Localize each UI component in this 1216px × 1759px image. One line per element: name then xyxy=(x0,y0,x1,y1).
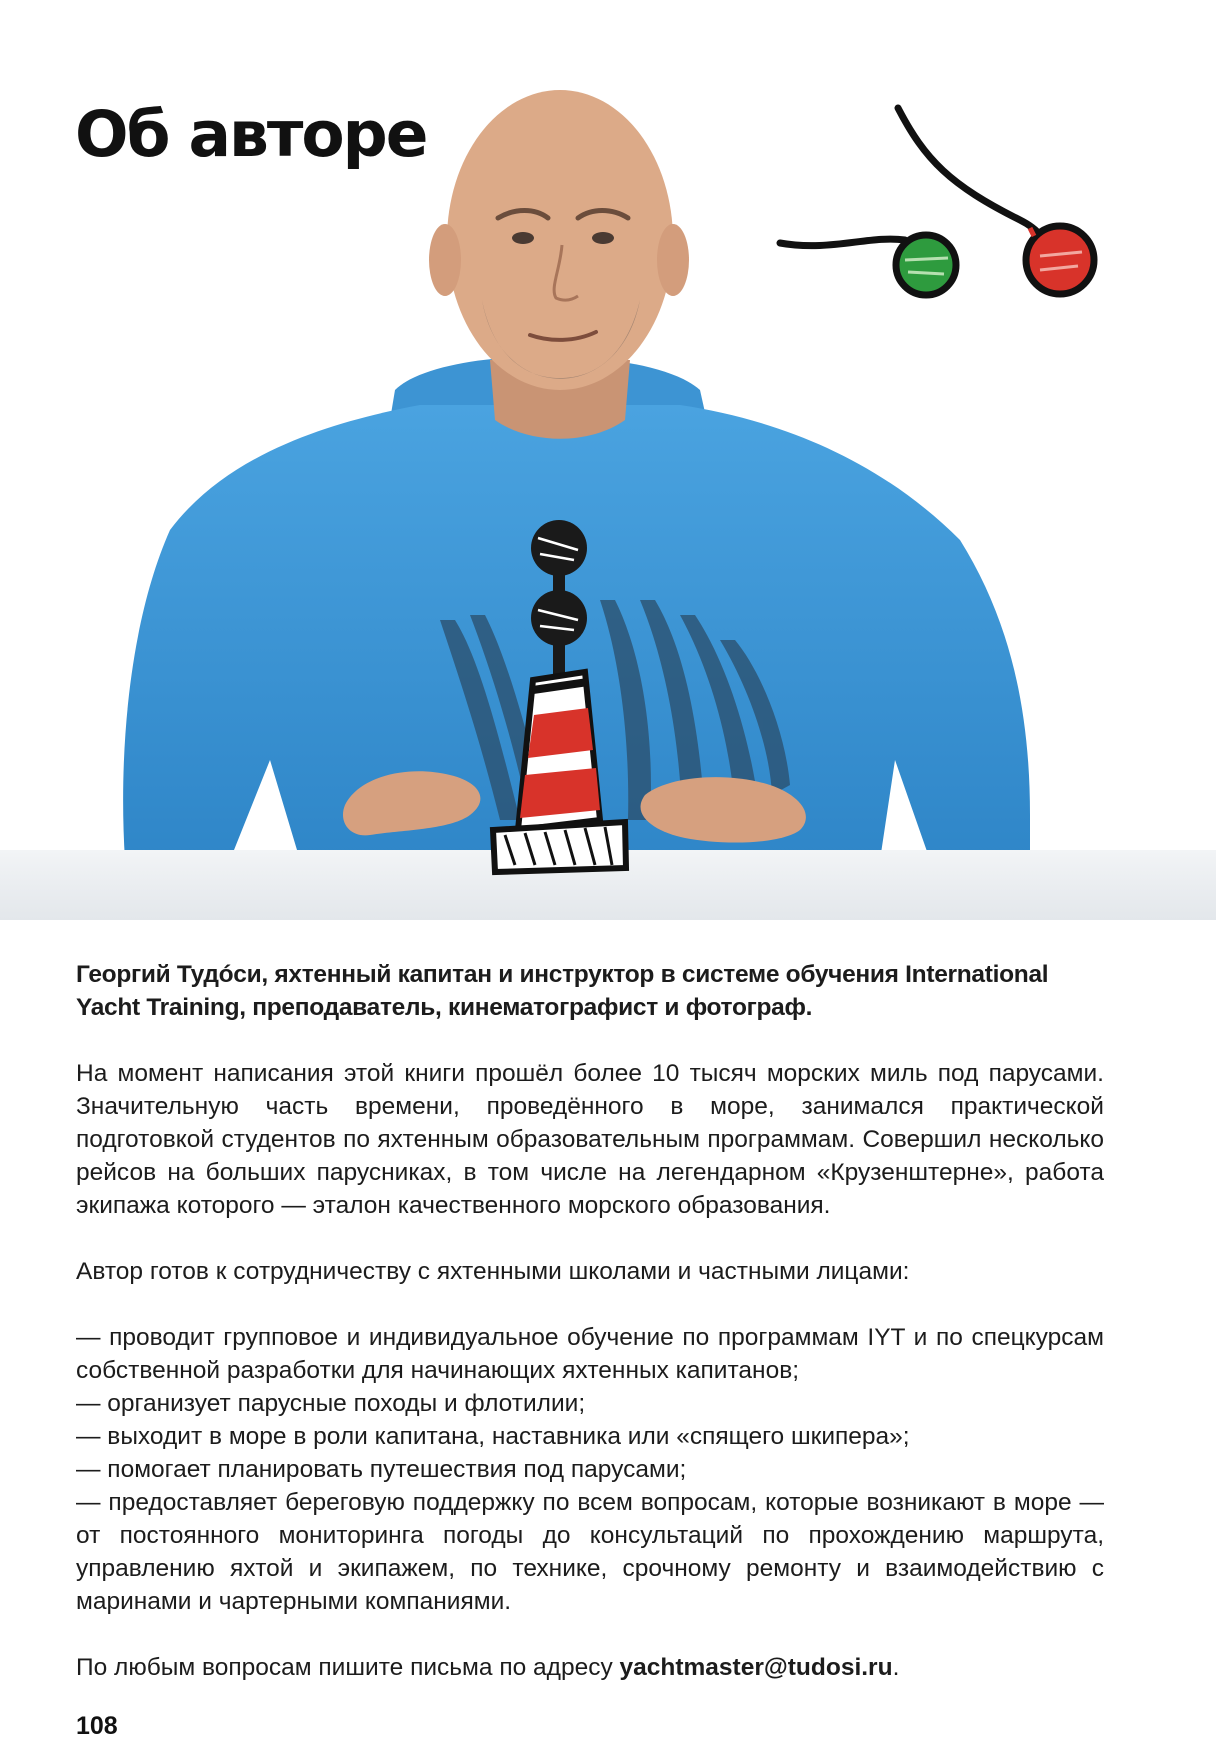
contact-prefix: По любым вопросам пишите письма по адресу xyxy=(76,1654,620,1681)
page-number: 108 xyxy=(76,1712,118,1740)
services-list xyxy=(76,1321,1104,1618)
contact-suffix: . xyxy=(892,1654,900,1681)
bio-paragraph-2: Автор готов к сотрудничеству с яхтенными школами и частными лицами: xyxy=(76,1258,910,1285)
contact-line xyxy=(76,1651,1104,1684)
list-item: — проводит групповое и индивидуальное обучение по программам IYT и по спецкурсам собственной разработки для начинающих яхтенных капитанов; xyxy=(76,1324,1104,1384)
author-photo xyxy=(0,60,1216,920)
email-link[interactable]: yachtmaster@tudosi.ru xyxy=(619,1654,893,1681)
list-item: — выходит в море в роли капитана, наставника или «спящего шкипера»; xyxy=(76,1423,910,1450)
list-item: — организует парусные походы и флотилии; xyxy=(76,1390,586,1417)
author-bio xyxy=(76,958,1104,1684)
bio-paragraph-1: На момент написания этой книги прошёл более 10 тысяч морских миль под парусами. Значительную часть времени, проведённого в море, занимался практической подготовкой студентов по яхтенным образовательным программам. Совершил несколько рейсов на больших парусниках, в том числе на легендарном «Крузенштерне», работа экипажа которого — эталон качественного морского образования. xyxy=(76,1060,1104,1219)
page-title: Об авторе xyxy=(75,98,427,171)
bio-lead: Георгий Тудóси, яхтенный капитан и инструктор в системе обучения International Yacht Training, преподаватель, кинематографист и фотограф. xyxy=(76,961,1049,1021)
list-item: — помогает планировать путешествия под парусами; xyxy=(76,1456,687,1483)
navigation-lights-icon xyxy=(780,108,1094,295)
list-item: — предоставляет береговую поддержку по всем вопросам, которые возникают в море — от постоянного мониторинга погоды до консультаций по прохождению маршрута, управлению яхтой и экипажем, по технике, срочному ремонту и взаимодействию с маринами и чартерными компаниями. xyxy=(76,1489,1104,1615)
